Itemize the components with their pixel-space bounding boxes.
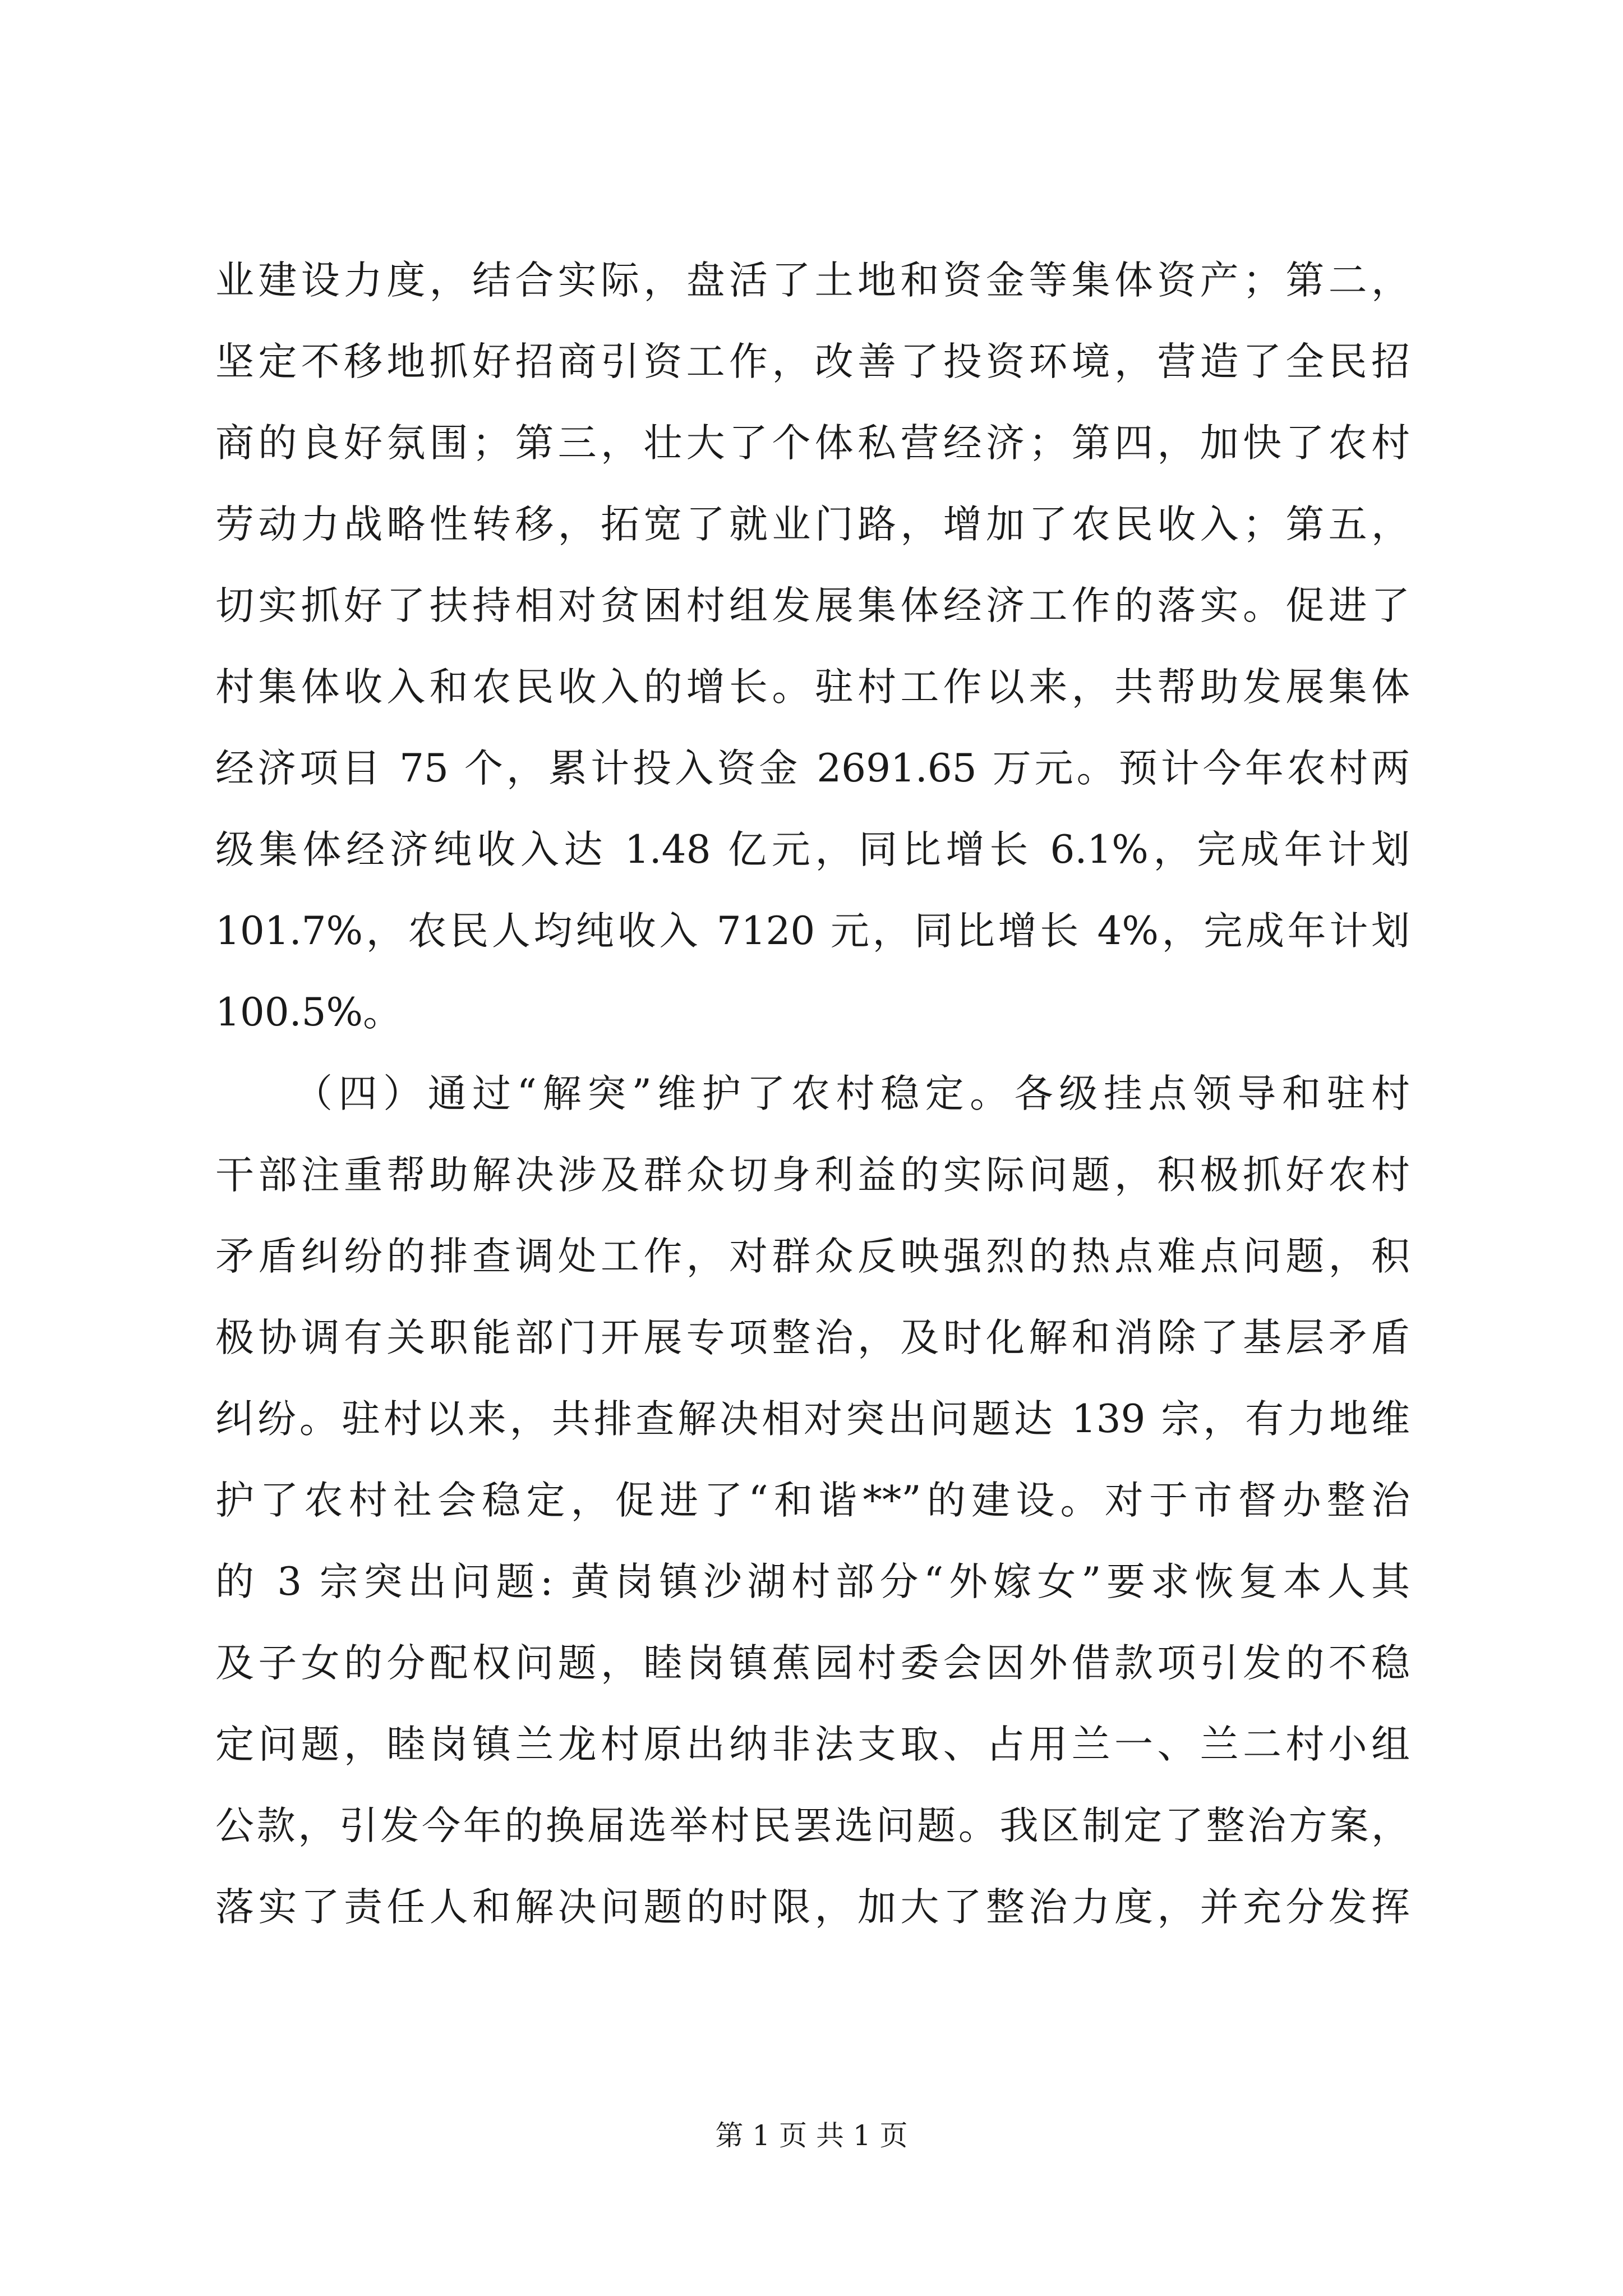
text-line: 村集体收入和农民收入的增长。驻村工作以来，共帮助发展集体 bbox=[215, 665, 1410, 710]
text-line: 定问题，睦岗镇兰龙村原出纳非法支取、占用兰一、兰二村小组 bbox=[215, 1722, 1410, 1767]
text-line: 100.5%。 bbox=[215, 990, 402, 1035]
text-line: 劳动力战略性转移，拓宽了就业门路，增加了农民收入；第五， bbox=[215, 502, 1410, 547]
text-line: 落实了责任人和解决问题的时限，加大了整治力度，并充分发挥 bbox=[215, 1885, 1410, 1930]
text-line: 切实抓好了扶持相对贫困村组发展集体经济工作的落实。促进了 bbox=[215, 583, 1410, 628]
text-line: （四）通过“解突”维护了农村稳定。各级挂点领导和驻村 bbox=[294, 1071, 1410, 1116]
text-line: 坚定不移地抓好招商引资工作，改善了投资环境，营造了全民招 bbox=[215, 339, 1410, 384]
text-line: 经济项目 75 个，累计投入资金 2691.65 万元。预计今年农村两 bbox=[215, 746, 1410, 791]
text-line: 级集体经济纯收入达 1.48 亿元，同比增长 6.1%，完成年计划 bbox=[215, 827, 1410, 872]
text-line: 101.7%，农民人均纯收入 7120 元，同比增长 4%，完成年计划 bbox=[215, 909, 1410, 954]
document-body bbox=[215, 240, 1410, 1948]
text-line: 业建设力度，结合实际，盘活了土地和资金等集体资产；第二， bbox=[215, 258, 1410, 303]
text-line: 的 3 宗突出问题: 黄岗镇沙湖村部分“外嫁女”要求恢复本人其 bbox=[215, 1559, 1410, 1604]
text-line: 极协调有关职能部门开展专项整治，及时化解和消除了基层矛盾 bbox=[215, 1315, 1410, 1360]
paragraph-1 bbox=[215, 240, 1410, 1053]
page-footer: 第 1 页 共 1 页 bbox=[715, 2119, 908, 2152]
text-line: 护了农村社会稳定，促进了“和谐**”的建设。对于市督办整治 bbox=[215, 1478, 1410, 1523]
text-line: 公款，引发今年的换届选举村民罢选问题。我区制定了整治方案， bbox=[215, 1803, 1410, 1848]
text-line: 矛盾纠纷的排查调处工作，对群众反映强烈的热点难点问题，积 bbox=[215, 1234, 1410, 1279]
paragraph-2 bbox=[215, 1053, 1410, 1948]
text-line: 纠纷。驻村以来，共排查解决相对突出问题达 139 宗，有力地维 bbox=[215, 1397, 1410, 1442]
text-line: 干部注重帮助解决涉及群众切身利益的实际问题，积极抓好农村 bbox=[215, 1153, 1410, 1198]
text-line: 及子女的分配权问题，睦岗镇蕉园村委会因外借款项引发的不稳 bbox=[215, 1641, 1410, 1686]
text-line: 商的良好氛围；第三，壮大了个体私营经济；第四，加快了农村 bbox=[215, 421, 1410, 466]
